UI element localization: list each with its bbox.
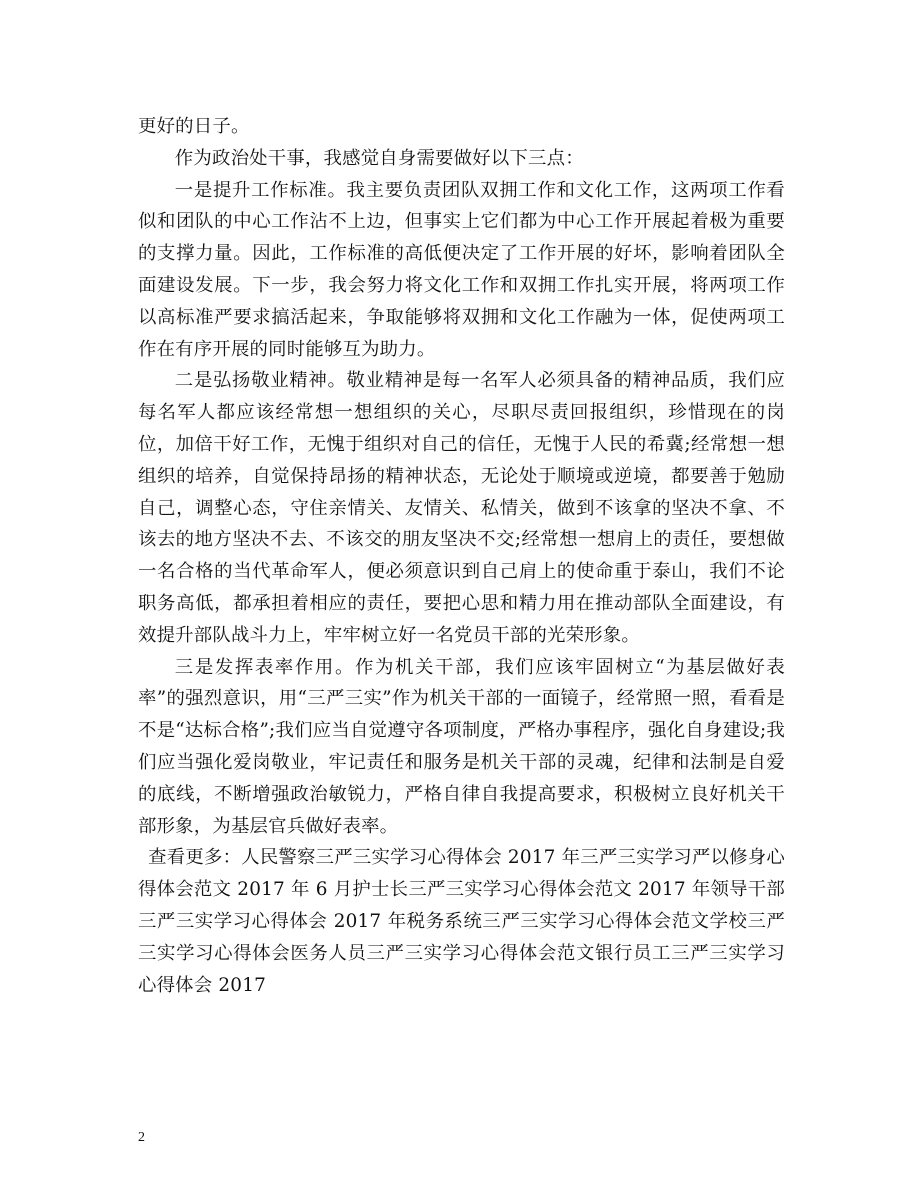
see-more-links: 查看更多：人民警察三严三实学习心得体会 2017 年三严三实学习严以修身心得体会范文 2017 年 6 月护士长三严三实学习心得体会范文 2017 年领导干部三严三实学习心得体会 2017 年税务系统三严三实学习心得体会范文学校三严三实学习心得体会医务人员三严三实学习心得体会范文银行员工三严三实学习心得体会 2017 bbox=[138, 847, 785, 996]
page-number: 2 bbox=[138, 1130, 145, 1145]
paragraph-point-2: 二是弘扬敬业精神。敬业精神是每一名军人必须具备的精神品质，我们应每名军人都应该经常想一想组织的关心，尽职尽责回报组织，珍惜现在的岗位，加倍干好工作，无愧于组织对自己的信任，无愧于人民的希冀;经常想一想组织的培养，自觉保持昂扬的精神状态，无论处于顺境或逆境，都要善于勉励自己，调整心态，守住亲情关、友情关、私情关，做到不该拿的坚决不拿、不该去的地方坚决不去、不该交的朋友坚决不交;经常想一想肩上的责任，要想做一名合格的当代革命军人，便必须意识到自己肩上的使命重于泰山，我们不论职务高低，都承担着相应的责任，要把心思和精力用在推动部队全面建设，有效提升部队战斗力上，牢牢树立好一名党员干部的光荣形象。 bbox=[138, 370, 785, 646]
paragraph-point-3: 三是发挥表率作用。作为机关干部，我们应该牢固树立“为基层做好表率”的强烈意识，用“三严三实”作为机关干部的一面镜子，经常照一照，看看是不是“达标合格”;我们应当自觉遵守各项制度，严格办事程序，强化自身建设;我们应当强化爱岗敬业，牢记责任和服务是机关干部的灵魂，纪律和法制是自爱的底线，不断增强政治敏锐力，严格自律自我提高要求，积极树立良好机关干部形象，为基层官兵做好表率。 bbox=[138, 656, 785, 837]
paragraph-continuation: 更好的日子。 bbox=[138, 116, 250, 137]
paragraph-point-1: 一是提升工作标准。我主要负责团队双拥工作和文化工作，这两项工作看似和团队的中心工作沾不上边，但事实上它们都为中心工作开展起着极为重要的支撑力量。因此，工作标准的高低便决定了工作开展的好坏，影响着团队全面建设发展。下一步，我会努力将文化工作和双拥工作扎实开展，将两项工作以高标准严要求搞活起来，争取能够将双拥和文化工作融为一体，促使两项工作在有序开展的同时能够互为助力。 bbox=[138, 179, 785, 360]
document-body bbox=[138, 111, 785, 1001]
paragraph-intro: 作为政治处干事，我感觉自身需要做好以下三点： bbox=[174, 147, 584, 169]
